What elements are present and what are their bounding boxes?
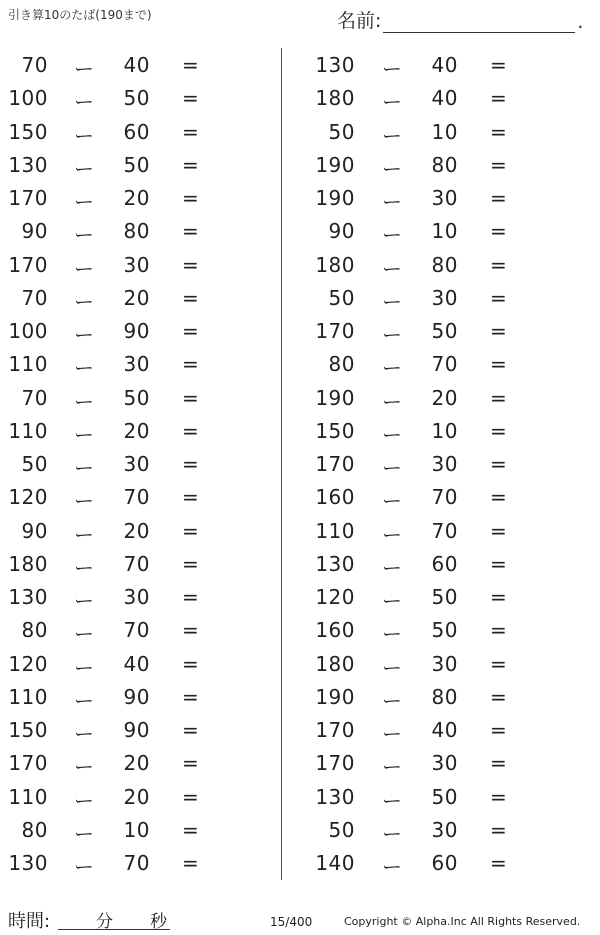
minus-sign: ー bbox=[382, 156, 403, 181]
problem-row bbox=[0, 181, 260, 214]
equals-sign: = bbox=[490, 585, 508, 609]
equals-sign: = bbox=[182, 784, 200, 809]
minuend: 120 bbox=[8, 485, 48, 510]
name-input-line[interactable] bbox=[383, 12, 575, 33]
problem-row bbox=[300, 514, 560, 547]
subtrahend: 70 bbox=[431, 485, 458, 510]
equals-sign: = bbox=[182, 285, 200, 310]
problem-row bbox=[0, 414, 260, 447]
problem-row bbox=[300, 381, 560, 414]
problem-row bbox=[300, 81, 560, 114]
equals-sign: = bbox=[182, 86, 200, 111]
subtrahend: 70 bbox=[123, 618, 150, 643]
subtrahend: 10 bbox=[431, 119, 458, 144]
minuend: 90 bbox=[21, 518, 48, 543]
subtrahend: 20 bbox=[123, 751, 150, 776]
problem-row bbox=[0, 381, 260, 414]
minus-sign: ー bbox=[74, 522, 95, 547]
subtrahend: 90 bbox=[123, 319, 150, 343]
minuend: 170 bbox=[8, 751, 48, 776]
equals-sign: = bbox=[490, 86, 508, 111]
problem-row bbox=[0, 148, 260, 181]
problem-row bbox=[0, 580, 260, 613]
problem-row bbox=[0, 480, 260, 513]
minuend: 110 bbox=[8, 418, 48, 443]
minuend: 110 bbox=[8, 784, 48, 809]
minuend: 170 bbox=[315, 718, 355, 742]
problem-row bbox=[0, 248, 260, 281]
problem-row bbox=[300, 480, 560, 513]
subtrahend: 50 bbox=[123, 152, 150, 177]
equals-sign: = bbox=[490, 751, 508, 776]
equals-sign: = bbox=[182, 817, 200, 842]
subtrahend: 10 bbox=[431, 219, 458, 244]
minuend: 50 bbox=[328, 119, 355, 144]
problem-row bbox=[300, 48, 560, 81]
minuend: 190 bbox=[315, 684, 355, 709]
equals-sign: = bbox=[182, 319, 200, 343]
minuend: 110 bbox=[315, 518, 355, 543]
equals-sign: = bbox=[182, 518, 200, 543]
subtrahend: 80 bbox=[431, 152, 458, 177]
subtrahend: 10 bbox=[123, 817, 150, 842]
equals-sign: = bbox=[490, 784, 508, 809]
problem-row bbox=[300, 547, 560, 580]
equals-sign: = bbox=[490, 152, 508, 177]
problem-row bbox=[300, 680, 560, 713]
minus-sign: ー bbox=[74, 356, 95, 381]
problem-row bbox=[0, 447, 260, 480]
problem-row bbox=[0, 713, 260, 746]
problem-row bbox=[300, 414, 560, 447]
minuend: 180 bbox=[315, 252, 355, 277]
minuend: 130 bbox=[315, 53, 355, 77]
minuend: 150 bbox=[8, 718, 48, 742]
equals-sign: = bbox=[490, 219, 508, 244]
minuend: 120 bbox=[315, 585, 355, 609]
equals-sign: = bbox=[490, 352, 508, 377]
subtrahend: 70 bbox=[123, 851, 150, 875]
subtrahend: 70 bbox=[123, 485, 150, 510]
subtrahend: 50 bbox=[123, 385, 150, 410]
subtrahend: 50 bbox=[431, 784, 458, 809]
problem-row bbox=[0, 281, 260, 314]
minus-sign: ー bbox=[74, 223, 95, 248]
minus-sign: ー bbox=[74, 722, 95, 746]
subtrahend: 20 bbox=[431, 385, 458, 410]
minuend: 160 bbox=[315, 485, 355, 510]
subtrahend: 20 bbox=[123, 186, 150, 210]
subtrahend: 10 bbox=[431, 418, 458, 443]
minuend: 70 bbox=[21, 285, 48, 310]
minus-sign: ー bbox=[74, 655, 95, 680]
minus-sign: ー bbox=[382, 323, 403, 347]
subtrahend: 40 bbox=[123, 651, 150, 676]
worksheet-title: 引き算10のたば(190まで) bbox=[8, 8, 152, 22]
minus-sign: ー bbox=[382, 223, 403, 248]
left-problem-column bbox=[0, 48, 260, 879]
minuend: 180 bbox=[315, 651, 355, 676]
minus-sign: ー bbox=[74, 57, 95, 81]
minutes-label: 分 bbox=[96, 912, 113, 932]
minus-sign: ー bbox=[382, 555, 403, 580]
minuend: 190 bbox=[315, 186, 355, 210]
minuend: 170 bbox=[315, 751, 355, 776]
subtrahend: 80 bbox=[431, 684, 458, 709]
equals-sign: = bbox=[490, 718, 508, 742]
minus-sign: ー bbox=[382, 289, 403, 314]
equals-sign: = bbox=[490, 186, 508, 210]
problem-row bbox=[300, 347, 560, 380]
subtrahend: 20 bbox=[123, 784, 150, 809]
problem-row bbox=[300, 746, 560, 779]
problem-row bbox=[300, 580, 560, 613]
problem-row bbox=[300, 613, 560, 646]
equals-sign: = bbox=[182, 352, 200, 377]
subtrahend: 60 bbox=[123, 119, 150, 144]
minus-sign: ー bbox=[74, 489, 95, 514]
subtrahend: 40 bbox=[431, 718, 458, 742]
equals-sign: = bbox=[490, 651, 508, 676]
name-field-area bbox=[337, 6, 583, 33]
subtrahend: 50 bbox=[431, 585, 458, 609]
subtrahend: 20 bbox=[123, 518, 150, 543]
equals-sign: = bbox=[182, 551, 200, 576]
equals-sign: = bbox=[182, 219, 200, 244]
minuend: 100 bbox=[8, 319, 48, 343]
minuend: 170 bbox=[8, 252, 48, 277]
equals-sign: = bbox=[182, 851, 200, 875]
name-dot: . bbox=[577, 11, 584, 33]
seconds-label: 秒 bbox=[150, 912, 167, 932]
minus-sign: ー bbox=[382, 522, 403, 547]
equals-sign: = bbox=[182, 618, 200, 643]
problem-row bbox=[300, 447, 560, 480]
minuend: 170 bbox=[315, 452, 355, 476]
minuend: 190 bbox=[315, 385, 355, 410]
subtrahend: 40 bbox=[123, 53, 150, 77]
subtrahend: 60 bbox=[431, 551, 458, 576]
minuend: 160 bbox=[315, 618, 355, 643]
minus-sign: ー bbox=[74, 755, 95, 780]
equals-sign: = bbox=[182, 651, 200, 676]
minuend: 190 bbox=[315, 152, 355, 177]
minuend: 120 bbox=[8, 651, 48, 676]
right-problem-column bbox=[300, 48, 560, 879]
minuend: 130 bbox=[8, 152, 48, 177]
subtrahend: 30 bbox=[123, 252, 150, 277]
minuend: 150 bbox=[315, 418, 355, 443]
subtrahend: 30 bbox=[431, 651, 458, 676]
minus-sign: ー bbox=[382, 589, 403, 613]
minuend: 180 bbox=[8, 551, 48, 576]
equals-sign: = bbox=[490, 551, 508, 576]
minus-sign: ー bbox=[382, 389, 403, 414]
minuend: 110 bbox=[8, 352, 48, 377]
equals-sign: = bbox=[182, 452, 200, 476]
minus-sign: ー bbox=[382, 57, 403, 81]
subtrahend: 30 bbox=[123, 352, 150, 377]
minus-sign: ー bbox=[74, 422, 95, 447]
subtrahend: 50 bbox=[123, 86, 150, 111]
problem-row bbox=[0, 547, 260, 580]
equals-sign: = bbox=[182, 152, 200, 177]
subtrahend: 20 bbox=[123, 418, 150, 443]
minus-sign: ー bbox=[382, 256, 403, 281]
minus-sign: ー bbox=[382, 821, 403, 846]
minus-sign: ー bbox=[382, 655, 403, 680]
equals-sign: = bbox=[490, 418, 508, 443]
time-label: 時間: bbox=[8, 911, 51, 932]
minuend: 110 bbox=[8, 684, 48, 709]
minus-sign: ー bbox=[74, 456, 95, 480]
equals-sign: = bbox=[490, 851, 508, 875]
problem-row bbox=[300, 713, 560, 746]
problem-row bbox=[300, 647, 560, 680]
minus-sign: ー bbox=[74, 555, 95, 580]
minus-sign: ー bbox=[382, 622, 403, 647]
minus-sign: ー bbox=[74, 622, 95, 647]
minuend: 90 bbox=[328, 219, 355, 244]
minus-sign: ー bbox=[74, 156, 95, 181]
equals-sign: = bbox=[182, 385, 200, 410]
problem-row bbox=[0, 314, 260, 347]
minus-sign: ー bbox=[74, 589, 95, 613]
minus-sign: ー bbox=[74, 256, 95, 281]
subtrahend: 30 bbox=[431, 452, 458, 476]
minus-sign: ー bbox=[382, 356, 403, 381]
equals-sign: = bbox=[490, 817, 508, 842]
minuend: 50 bbox=[328, 285, 355, 310]
minus-sign: ー bbox=[74, 90, 95, 115]
subtrahend: 30 bbox=[123, 452, 150, 476]
page-number: 15/400 bbox=[270, 915, 313, 929]
problem-row bbox=[0, 680, 260, 713]
subtrahend: 90 bbox=[123, 718, 150, 742]
equals-sign: = bbox=[490, 319, 508, 343]
problem-row bbox=[0, 347, 260, 380]
equals-sign: = bbox=[490, 385, 508, 410]
minus-sign: ー bbox=[74, 788, 95, 813]
equals-sign: = bbox=[182, 718, 200, 742]
minuend: 130 bbox=[315, 784, 355, 809]
problem-row bbox=[300, 314, 560, 347]
problem-row bbox=[300, 281, 560, 314]
minuend: 150 bbox=[8, 119, 48, 144]
minuend: 70 bbox=[21, 385, 48, 410]
equals-sign: = bbox=[182, 186, 200, 210]
equals-sign: = bbox=[182, 252, 200, 277]
minus-sign: ー bbox=[382, 722, 403, 746]
minus-sign: ー bbox=[74, 190, 95, 214]
subtrahend: 50 bbox=[431, 618, 458, 643]
minus-sign: ー bbox=[74, 123, 95, 148]
copyright-notice: Copyright © Alpha.Inc All Rights Reserved. bbox=[344, 915, 581, 928]
equals-sign: = bbox=[182, 585, 200, 609]
problem-row bbox=[0, 846, 260, 879]
minus-sign: ー bbox=[382, 489, 403, 514]
subtrahend: 70 bbox=[431, 352, 458, 377]
problem-row bbox=[0, 81, 260, 114]
minuend: 90 bbox=[21, 219, 48, 244]
minuend: 180 bbox=[315, 86, 355, 111]
equals-sign: = bbox=[182, 684, 200, 709]
problem-row bbox=[300, 181, 560, 214]
minus-sign: ー bbox=[382, 855, 403, 879]
minus-sign: ー bbox=[74, 821, 95, 846]
equals-sign: = bbox=[490, 684, 508, 709]
minuend: 80 bbox=[328, 352, 355, 377]
equals-sign: = bbox=[490, 119, 508, 144]
minus-sign: ー bbox=[382, 422, 403, 447]
equals-sign: = bbox=[182, 418, 200, 443]
equals-sign: = bbox=[490, 53, 508, 77]
minuend: 170 bbox=[8, 186, 48, 210]
problem-row bbox=[0, 813, 260, 846]
minus-sign: ー bbox=[382, 755, 403, 780]
problem-row bbox=[0, 48, 260, 81]
subtrahend: 30 bbox=[123, 585, 150, 609]
minus-sign: ー bbox=[74, 323, 95, 347]
minus-sign: ー bbox=[74, 289, 95, 314]
subtrahend: 40 bbox=[431, 86, 458, 111]
subtrahend: 80 bbox=[431, 252, 458, 277]
problem-row bbox=[300, 248, 560, 281]
problem-row bbox=[0, 780, 260, 813]
minus-sign: ー bbox=[382, 190, 403, 214]
equals-sign: = bbox=[182, 53, 200, 77]
subtrahend: 70 bbox=[123, 551, 150, 576]
problem-row bbox=[0, 613, 260, 646]
problem-row bbox=[0, 214, 260, 247]
problem-row bbox=[0, 647, 260, 680]
minuend: 130 bbox=[315, 551, 355, 576]
subtrahend: 30 bbox=[431, 751, 458, 776]
minuend: 50 bbox=[21, 452, 48, 476]
minuend: 170 bbox=[315, 319, 355, 343]
subtrahend: 20 bbox=[123, 285, 150, 310]
column-divider bbox=[281, 48, 282, 880]
subtrahend: 30 bbox=[431, 186, 458, 210]
minuend: 70 bbox=[21, 53, 48, 77]
equals-sign: = bbox=[490, 485, 508, 510]
equals-sign: = bbox=[490, 618, 508, 643]
problem-row bbox=[300, 148, 560, 181]
subtrahend: 30 bbox=[431, 285, 458, 310]
problem-row bbox=[0, 746, 260, 779]
equals-sign: = bbox=[490, 518, 508, 543]
minus-sign: ー bbox=[382, 788, 403, 813]
minuend: 130 bbox=[8, 585, 48, 609]
problem-row bbox=[0, 514, 260, 547]
minus-sign: ー bbox=[382, 456, 403, 480]
equals-sign: = bbox=[490, 252, 508, 277]
equals-sign: = bbox=[182, 119, 200, 144]
problem-row bbox=[300, 214, 560, 247]
subtrahend: 60 bbox=[431, 851, 458, 875]
minuend: 100 bbox=[8, 86, 48, 111]
subtrahend: 90 bbox=[123, 684, 150, 709]
subtrahend: 80 bbox=[123, 219, 150, 244]
minuend: 50 bbox=[328, 817, 355, 842]
subtrahend: 30 bbox=[431, 817, 458, 842]
minus-sign: ー bbox=[74, 688, 95, 713]
minus-sign: ー bbox=[74, 389, 95, 414]
problem-row bbox=[300, 846, 560, 879]
minuend: 140 bbox=[315, 851, 355, 875]
equals-sign: = bbox=[182, 751, 200, 776]
equals-sign: = bbox=[182, 485, 200, 510]
minuend: 80 bbox=[21, 817, 48, 842]
footer bbox=[0, 905, 600, 935]
minus-sign: ー bbox=[74, 855, 95, 879]
subtrahend: 70 bbox=[431, 518, 458, 543]
equals-sign: = bbox=[490, 452, 508, 476]
problem-row bbox=[300, 813, 560, 846]
minuend: 80 bbox=[21, 618, 48, 643]
minus-sign: ー bbox=[382, 123, 403, 148]
minus-sign: ー bbox=[382, 688, 403, 713]
problem-row bbox=[0, 115, 260, 148]
equals-sign: = bbox=[490, 285, 508, 310]
problem-row bbox=[300, 780, 560, 813]
name-label: 名前: bbox=[337, 10, 382, 32]
subtrahend: 50 bbox=[431, 319, 458, 343]
subtrahend: 40 bbox=[431, 53, 458, 77]
minus-sign: ー bbox=[382, 90, 403, 115]
minuend: 130 bbox=[8, 851, 48, 875]
problem-row bbox=[300, 115, 560, 148]
